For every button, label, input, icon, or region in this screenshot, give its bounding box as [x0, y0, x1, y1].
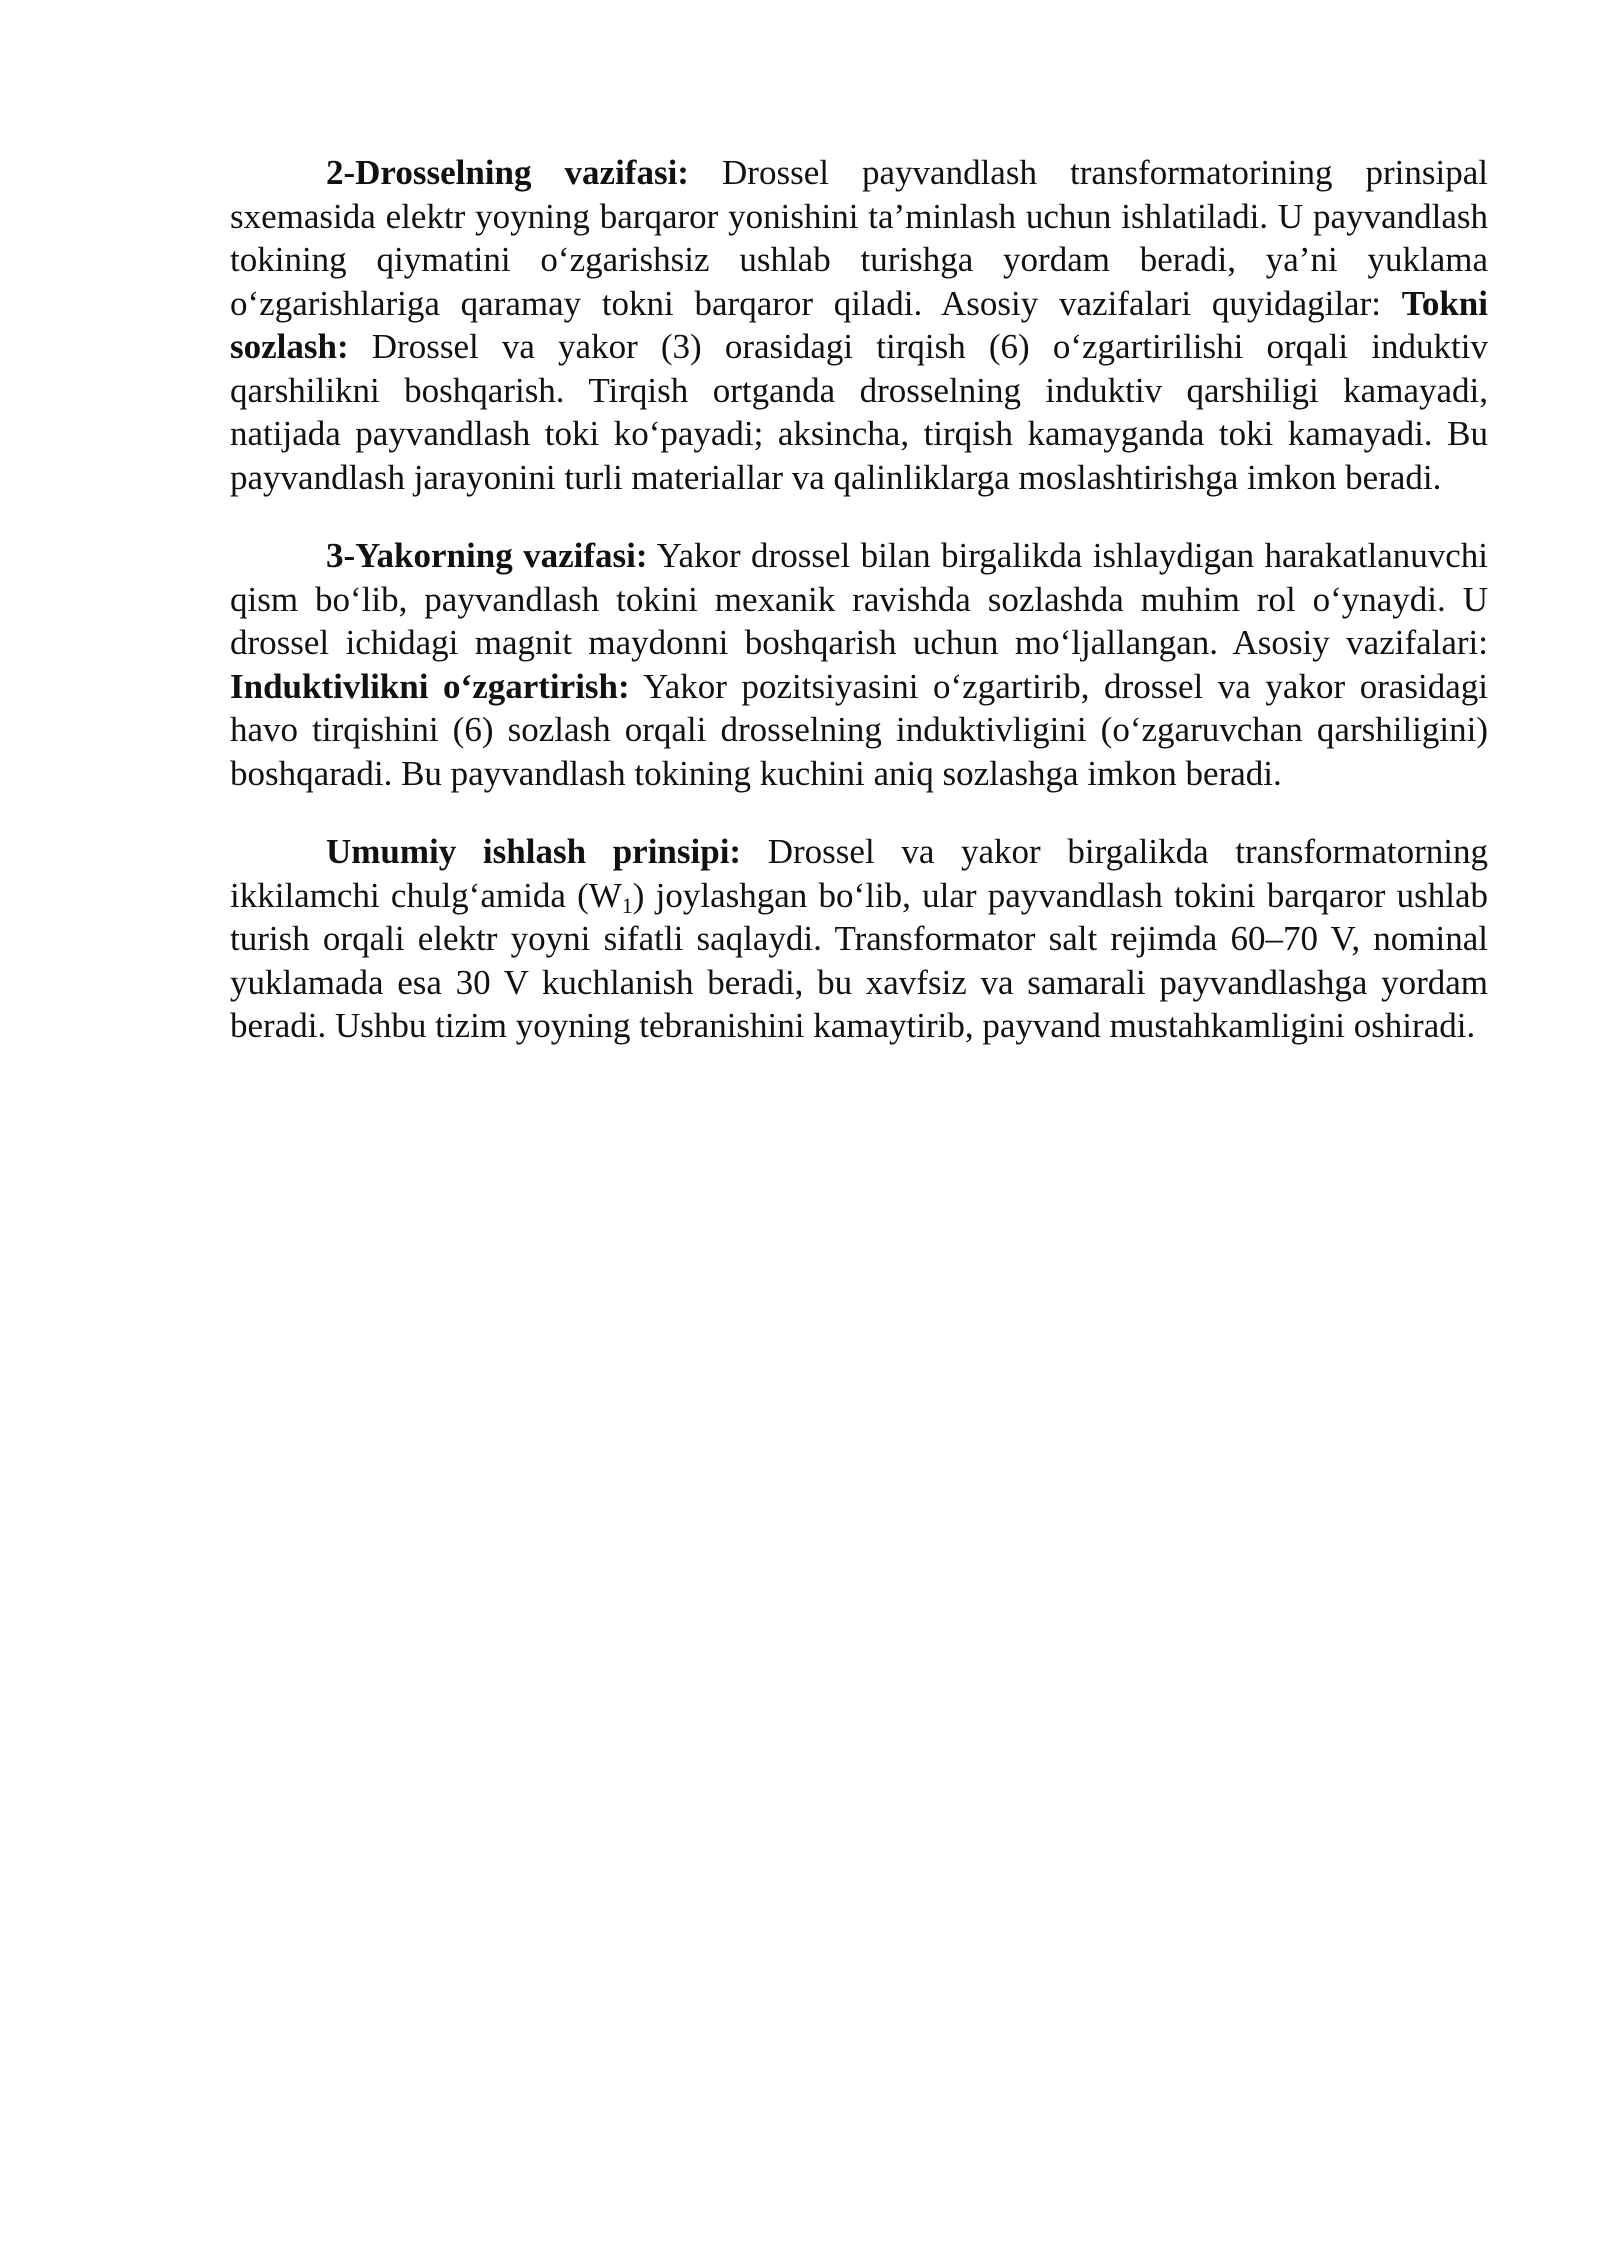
document-body: [230, 151, 1488, 1083]
paragraph-yakor: [230, 534, 1488, 795]
paragraph-text: Yakor drossel bilan birgalikda ishlaydigan harakatlanuvchi qism bo‘lib, payvandlash tokini mexanik ravishda sozlashda muhim rol o‘ynaydi. U drossel ichidagi magnit maydonni boshqarish uchun mo‘ljallangan. Asosiy vazifalari:: [230, 536, 1488, 662]
paragraph-text: Drossel va yakor birgalikda transformatorning ikkilamchi chulg‘amida (W: [230, 832, 1488, 915]
paragraph-text: Yakor pozitsiyasini o‘zgartirib, drossel va yakor orasidagi havo tirqishini (6) sozlash orqali drosselning induktivligini (o‘zgaruvchan qarshiligini) boshqaradi. Bu payvandlash tokining kuchini aniq sozlashga imkon beradi.: [230, 666, 1488, 793]
inline-bold-term: Tokni sozlash:: [230, 283, 1488, 366]
paragraph-heading: Umumiy ishlash prinsipi:: [326, 832, 742, 871]
paragraph-text: ) joylashgan bo‘lib, ular payvandlash tokini barqaror ushlab turish orqali elektr yoyni sifatli saqlaydi. Transformator salt rejimda 60–70 V, nominal yuklamada esa 30 V kuchlanish beradi, bu xavfsiz va samarali payvandlashga yordam beradi. Ushbu tizim yoyning tebranishini kamaytirib, payvand mustahkamligini oshiradi.: [230, 875, 1488, 1045]
paragraph-text: Drossel va yakor (3) orasidagi tirqish (6) o‘zgartirilishi orqali induktiv qarshilikni boshqarish. Tirqish ortganda drosselning induktiv qarshiligi kamayadi, natijada payvandlash toki ko‘payadi; aksincha, tirqish kamayganda toki kamayadi. Bu payvandlash jarayonini turli materiallar va qalinliklarga moslashtirishga imkon beradi.: [230, 327, 1488, 497]
paragraph-heading: 2-Drosselning vazifasi:: [326, 153, 689, 192]
paragraph-text: Drossel payvandlash transformatorining prinsipal sxemasida elektr yoyning barqaror yonishini ta’minlash uchun ishlatiladi. U payvandlash tokining qiymatini o‘zgarishsiz ushlab turishga yordam beradi, ya’ni yuklama o‘zgarishlariga qaramay tokni barqaror qiladi. Asosiy vazifalari quyidagilar:: [230, 153, 1489, 323]
inline-bold-term: Induktivlikni o‘zgartirish:: [230, 666, 630, 706]
paragraph-umumiy: [230, 830, 1488, 1048]
paragraph-drossel: [230, 151, 1488, 499]
subscript-index: 1: [621, 892, 633, 918]
paragraph-heading: 3-Yakorning vazifasi:: [326, 536, 648, 575]
